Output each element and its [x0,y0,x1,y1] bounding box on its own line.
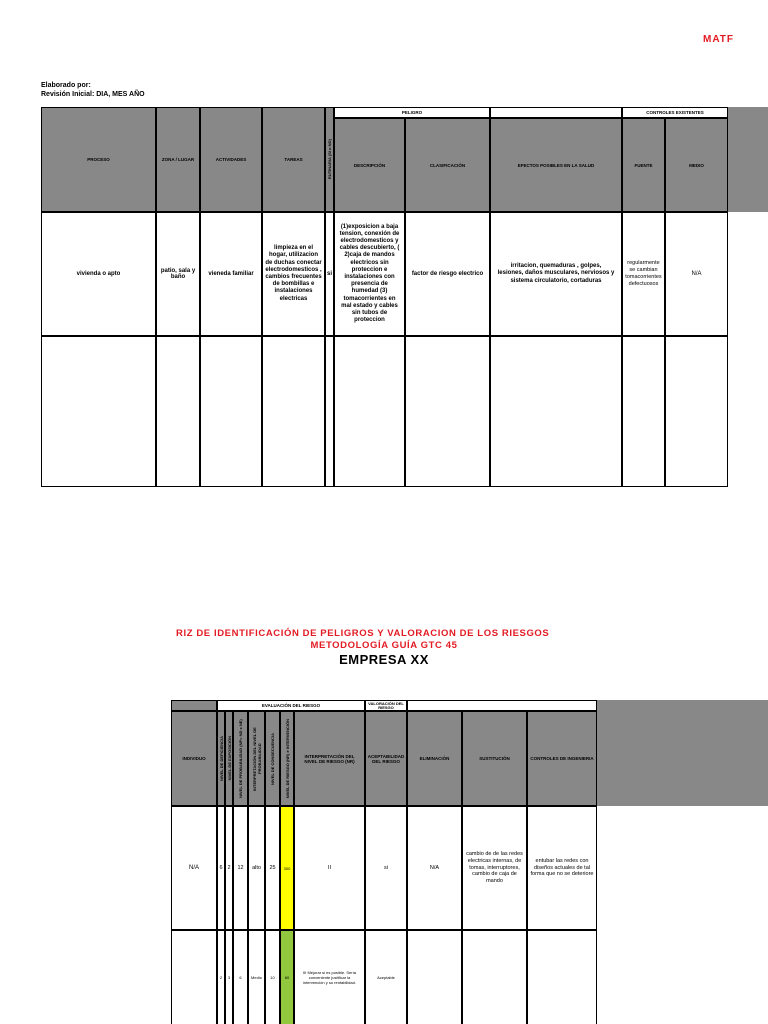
group-spacer-2 [407,700,597,711]
empty-cell [262,336,325,487]
cell-interpretacion: II [294,806,365,930]
cell-nd-2: 2 [217,930,225,1024]
cell-nr-green: 60 [280,930,294,1024]
group-valoracion: VALORACIÓN DEL RIESGO [365,700,407,711]
matrix-heading: RIZ DE IDENTIFICACIÓN DE PELIGROS Y VALORACION DE LOS RIESGOS [176,628,550,639]
cell-fuente: regularmente se cambian tomacorrientes defectuosos [622,212,665,336]
cell-np-2: 6 [233,930,248,1024]
header-efectos: EFECTOS POSIBLES EN LA SALUD [490,118,622,212]
header-aceptabilidad: ACEPTABILIDAD DEL RIESGO [365,711,407,806]
cell-controles-ingenieria: entubar las redes con diseños actuales de tal forma que no se deteriore [527,806,597,930]
cell-clasificacion: factor de riesgo electrico [405,212,490,336]
header-nr: NIVEL DE RIESGO (NR) e INTERVENCIÓN [280,711,294,806]
revision-label: Revisión Inicial: DIA, MES AÑO [41,91,145,98]
cell-ne-2: 3 [225,930,233,1024]
header-nc: NIVEL DE CONSECUENCIA [265,711,280,806]
header-nd: NIVEL DE DEFICIENCIA [217,711,225,806]
empty-cell [334,336,405,487]
cell-ne: 2 [225,806,233,930]
empty-cell [665,336,728,487]
cell-nc: 25 [265,806,280,930]
empty-cell [171,930,217,1024]
empty-cell [527,930,597,1024]
group-spacer [490,107,622,118]
cell-descripcion: (1)exposicion a baja tension, conexión de electrodomesticos y cables descubierto, ( 2)caja de mandos electricos sin proteccion e instalaciones con presencia de humedad (3) tomacorrientes en mal estado y cables sin tubos de proteccion [334,212,405,336]
group-peligro: PELIGRO [334,107,490,118]
empty-cell [200,336,262,487]
header-ne: NIVEL DE EXPOSICIÓN [225,711,233,806]
header-inp: INTERPRETACIÓN DEL NIVEL DE PROBABILIDAD [248,711,265,806]
cell-medio: N/A [665,212,728,336]
cell-zona: patio, sala y baño [156,212,200,336]
header-actividades: ACTIVIDADES [200,107,262,212]
grey-band-right [728,107,768,212]
empty-cell [41,336,156,487]
cell-actividades: vieneda familiar [200,212,262,336]
empty-cell [407,930,462,1024]
cell-efectos: irritacion, quemaduras , golpes, lesiones, daños musculares, nerviosos y sistema circulatorio, cortaduras [490,212,622,336]
header-spacer [171,700,217,711]
header-proceso: PROCESO [41,107,156,212]
empty-cell [622,336,665,487]
cell-np: 12 [233,806,248,930]
header-np: NIVEL DE PROBABILIDAD (NP= ND x NE) [233,711,248,806]
empty-cell [156,336,200,487]
cell-aceptabilidad: si [365,806,407,930]
cell-eliminacion: N/A [407,806,462,930]
header-zona: ZONA / LUGAR [156,107,200,212]
header-eliminacion: ELIMINACIÓN [407,711,462,806]
header-controles-ingenieria: CONTROLES DE INGENIERIA [527,711,597,806]
cell-nd: 6 [217,806,225,930]
header-interpretacion: INTERPRETACIÓN DEL NIVEL DE RIESGO (NR) [294,711,365,806]
methodology-heading: METODOLOGÍA GUÍA GTC 45 [310,640,458,651]
matrix-title-fragment: MATF [703,34,735,45]
cell-aceptabilidad-2: Aceptable [365,930,407,1024]
company-name: EMPRESA XX [339,652,429,667]
empty-cell [405,336,490,487]
group-evaluacion: EVALUACIÓN DEL RIESGO [217,700,365,711]
cell-sustitucion: cambio de de las redes electricas internas, de tomas, interruptores, cambio de caja de mando [462,806,527,930]
elaborado-label: Elaborado por: [41,82,91,89]
cell-proceso: vivienda o apto [41,212,156,336]
header-descripcion: DESCRIPCIÓN [334,118,405,212]
header-medio: MEDIO [665,118,728,212]
cell-inp: alto [248,806,265,930]
cell-nr-yellow: 300 [280,806,294,930]
cell-individuo: N/A [171,806,217,930]
header-rutinario: RUTINARIA (SI o NO) [325,107,334,212]
cell-tareas: limpieza en el hogar, utilizacion de duchas conectar electrodomesticos , cambios frecuentes de bombillas e instalaciones electricas [262,212,325,336]
cell-interpretacion-2: III Mejorar si es posible. Sería conveniente justificar la intervención y su rentabilidad. [294,930,365,1024]
group-controles: CONTROLES EXISTENTES [622,107,728,118]
empty-cell [462,930,527,1024]
header-tareas: TAREAS [262,107,325,212]
empty-cell [325,336,334,487]
empty-cell [490,336,622,487]
header-fuente: FUENTE [622,118,665,212]
cell-rutinario: si [325,212,334,336]
header-clasificacion: CLASIFICACIÓN [405,118,490,212]
cell-inp-2: Medio [248,930,265,1024]
header-sustitucion: SUSTITUCIÓN [462,711,527,806]
header-individuo: INDIVIDUO [171,711,217,806]
cell-nc-2: 10 [265,930,280,1024]
grey-band-right-2 [597,700,768,806]
